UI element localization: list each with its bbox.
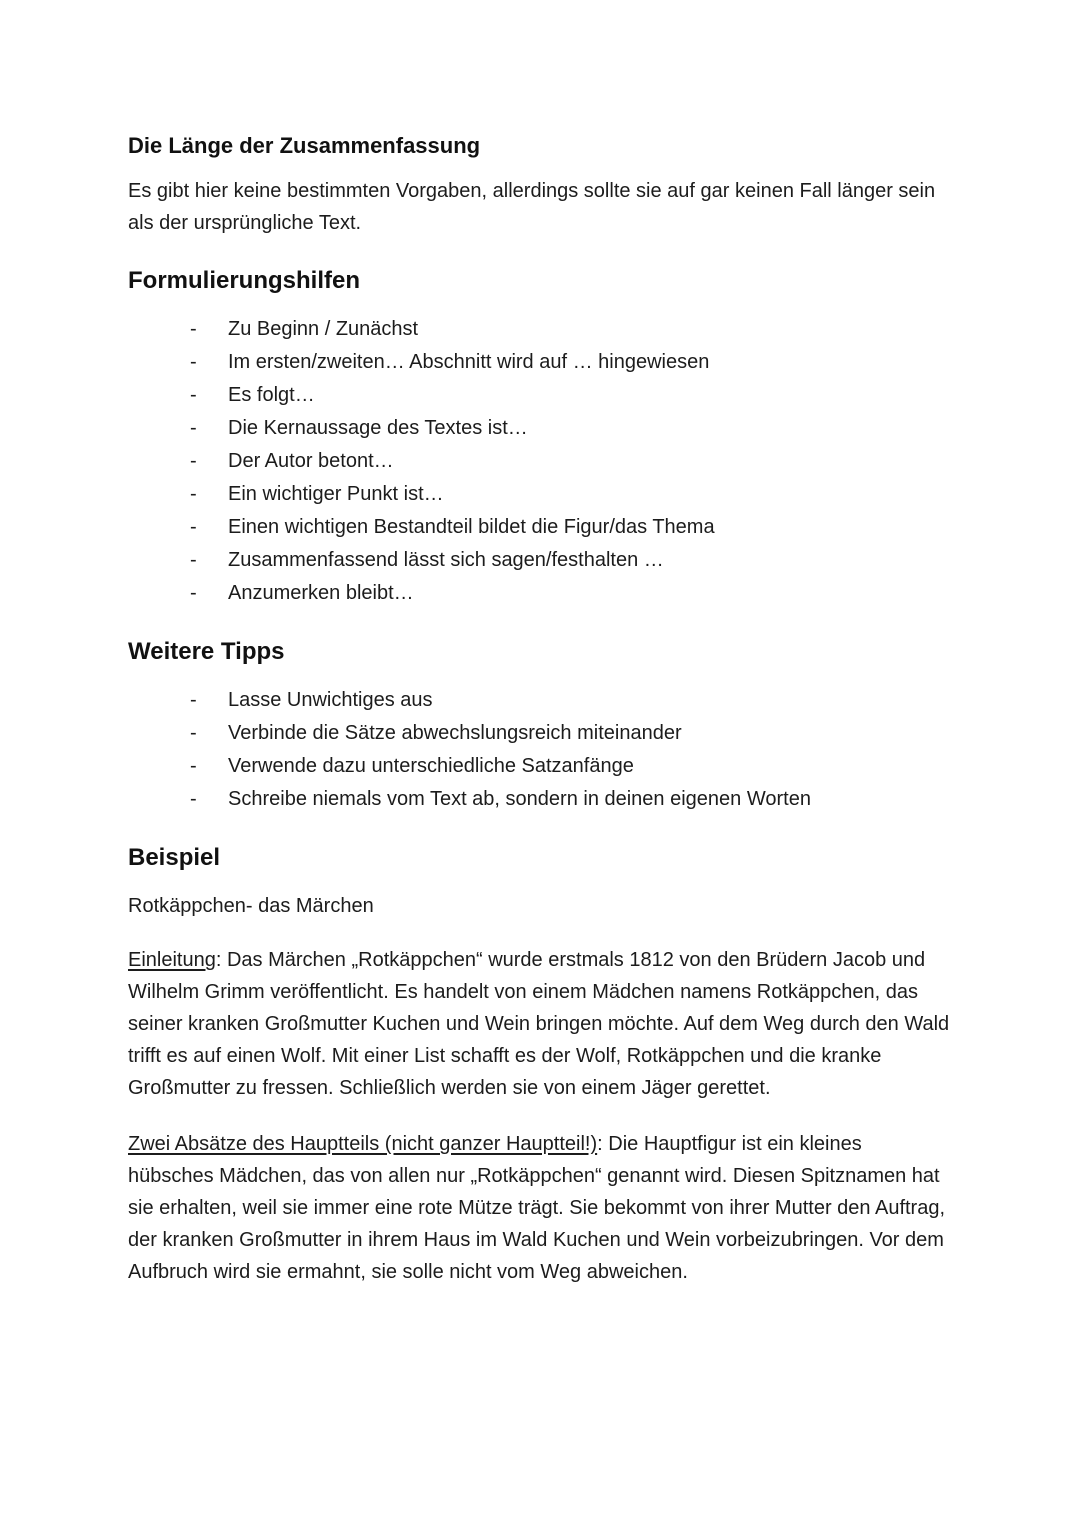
list-item: - Anzumerken bleibt…: [228, 577, 952, 610]
paragraph-laenge: Es gibt hier keine bestimmten Vorgaben, allerdings sollte sie auf gar keinen Fall länger sein als der ursprüngliche Text.: [128, 180, 936, 234]
list-item: - Es folgt…: [228, 379, 952, 412]
list-item: - Die Kernaussage des Textes ist…: [228, 412, 952, 445]
list-item: - Einen wichtigen Bestandteil bildet die Figur/das Thema: [228, 511, 952, 544]
list-item: - Lasse Unwichtiges aus: [228, 684, 952, 717]
section-heading-laenge: Die Länge der Zusammenfassung: [128, 133, 481, 158]
list-item: - Schreibe niemals vom Text ab, sondern in deinen eigenen Worten: [228, 783, 952, 816]
formulierungshilfen-list: [128, 313, 952, 610]
list-item: - Verwende dazu unterschiedliche Satzanfänge: [228, 750, 952, 783]
einleitung-paragraph: [128, 944, 952, 1104]
section-heading-weitere-tipps: Weitere Tipps: [128, 638, 285, 665]
list-item: - Im ersten/zweiten… Abschnitt wird auf … hingewiesen: [228, 346, 952, 379]
hauptteil-separator: :: [597, 1133, 609, 1155]
section-heading-formulierungshilfen: Formulierungshilfen: [128, 267, 361, 294]
list-item: - Zu Beginn / Zunächst: [228, 313, 952, 346]
einleitung-label: Einleitung: [128, 949, 216, 971]
list-item: - Zusammenfassend lässt sich sagen/festhalten …: [228, 544, 952, 577]
section-heading-beispiel: Beispiel: [128, 844, 221, 871]
hauptteil-paragraph: [128, 1128, 952, 1288]
einleitung-text: Das Märchen „Rotkäppchen“ wurde erstmals 1812 von den Brüdern Jacob und Wilhelm Grimm veröffentlicht. Es handelt von einem Mädchen namens Rotkäppchen, das seiner kranken Großmutter Kuchen und Wein bringen möchte. Auf dem Weg durch den Wald trifft es auf einen Wolf. Mit einer List schafft es der Wolf, Rotkäppchen und die kranke Großmutter zu fressen. Schließlich werden sie von einem Jäger gerettet.: [128, 949, 950, 1099]
beispiel-title: Rotkäppchen- das Märchen: [128, 895, 374, 917]
list-item: - Der Autor betont…: [228, 445, 952, 478]
hauptteil-text: Die Hauptfigur ist ein kleines hübsches Mädchen, das von allen nur „Rotkäppchen“ genannt wird. Diesen Spitznamen hat sie erhalten, weil sie immer eine rote Mütze trägt. Sie bekommt von ihrer Mutter den Auftrag, der kranken Großmutter in ihrem Haus im Wald Kuchen und Wein vorbeizubringen. Vor dem Aufbruch wird sie ermahnt, sie solle nicht vom Weg abweichen.: [128, 1133, 946, 1283]
weitere-tipps-list: [128, 684, 952, 816]
list-item: - Verbinde die Sätze abwechslungsreich miteinander: [228, 717, 952, 750]
list-item: - Ein wichtiger Punkt ist…: [228, 478, 952, 511]
einleitung-separator: :: [215, 949, 227, 971]
hauptteil-label: Zwei Absätze des Hauptteils (nicht ganzer Hauptteil!): [128, 1133, 598, 1155]
